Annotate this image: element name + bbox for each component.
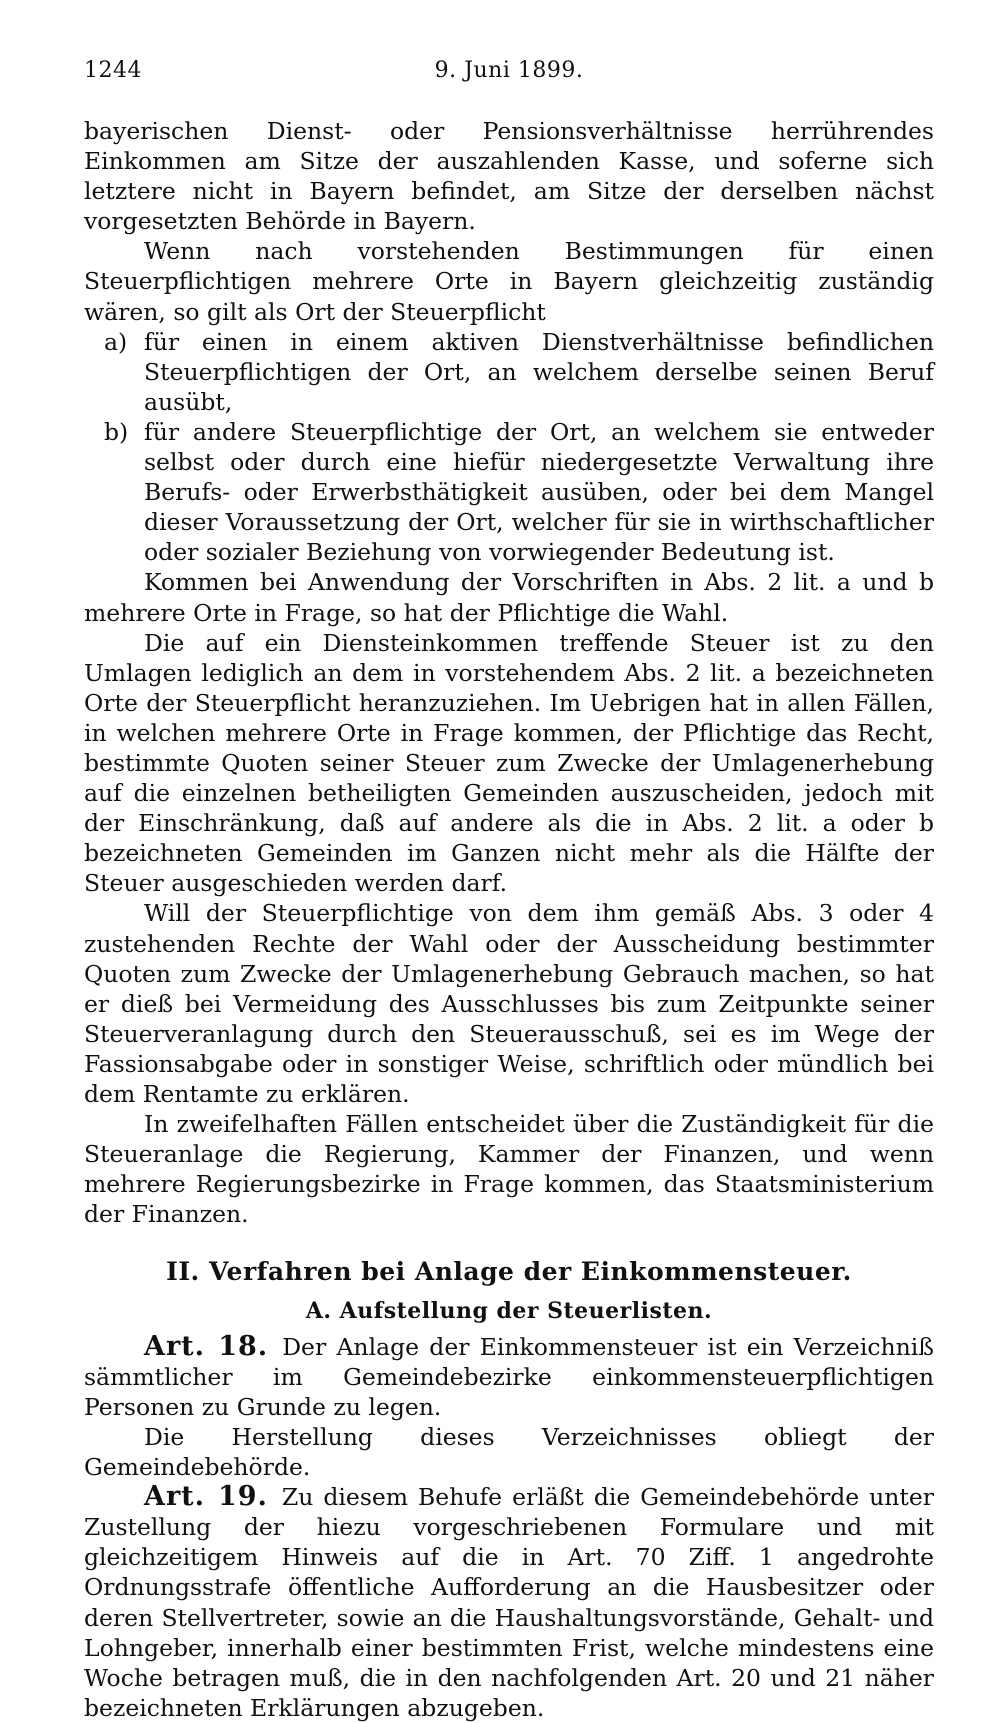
page-date: 9. Juni 1899. bbox=[434, 58, 584, 83]
list-text-a: für einen in einem aktiven Dienstverhältnisse befindlichen Steuerpflichtigen der Ort, an welchem derselbe seinen Beruf ausübt, bbox=[144, 327, 934, 416]
page-header bbox=[84, 58, 934, 94]
article-19 bbox=[84, 1482, 934, 1723]
list-item-b bbox=[84, 417, 934, 567]
body-text bbox=[84, 116, 934, 1723]
article-19-text: Zu diesem Behufe erläßt die Gemeindebehörde unter Zustellung der hiezu vorgeschriebenen Formulare und mit gleichzeitigem Hinweis auf die in Art. 70 Ziff. 1 angedrohte Ordnungsstrafe öffentliche Aufforderung an die Hausbesitzer oder deren Stellvertreter, sowie an die Haushaltungsvorstände, Gehalt- und Lohngeber, innerhalb einer bestimmten Frist, welche mindestens eine Woche betragen muß, die in den nachfolgenden Art. 20 und 21 näher bezeichneten Erklärungen abzugeben. bbox=[84, 1483, 934, 1722]
paragraph-multiple-places: Wenn nach vorstehenden Bestimmungen für einen Steuerpflichtigen mehrere Orte in Bayern gleichzeitig zuständig wären, so gilt als Ort der Steuerpflicht bbox=[84, 237, 934, 326]
article-18 bbox=[84, 1332, 934, 1422]
subsection-title: A. Aufstellung der Steuerlisten. bbox=[305, 1297, 713, 1324]
paragraph-responsibility: Die Herstellung dieses Verzeichnisses obliegt der Gemeindebehörde. bbox=[84, 1422, 934, 1482]
list-label-b: b) bbox=[104, 417, 129, 446]
list-text-b: für andere Steuerpflichtige der Ort, an welchem sie entweder selbst oder durch eine hiefür niedergesetzte Verwaltung ihre Berufs- oder Erwerbsthätigkeit ausüben, oder bei dem Mangel dieser Voraussetzung der Ort, welcher für sie in wirthschaftlicher oder sozialer Beziehung von vorwiegender Bedeutung ist. bbox=[144, 417, 934, 567]
paragraph-choice: Kommen bei Anwendung der Vorschriften in Abs. 2 lit. a und b mehrere Orte in Frage, so hat der Pflichtige die Wahl. bbox=[84, 568, 934, 627]
article-19-label: Art. 19. bbox=[144, 1481, 268, 1513]
list-label-a: a) bbox=[104, 327, 128, 356]
paragraph-tax-allocation: Die auf ein Diensteinkommen treffende Steuer ist zu den Umlagen lediglich an dem in vorstehendem Abs. 2 lit. a bezeichneten Orte der Steuerpflicht heranzuziehen. Im Uebrigen hat in allen Fällen, in welchen mehrere Orte in Frage kommen, der Pflichtige das Recht, bestimmte Quoten seiner Steuer zum Zwecke der Umlagenerhebung auf die einzelnen betheiligten Gemeinden auszuscheiden, jedoch mit der Einschränkung, daß auf andere als die in Abs. 2 lit. a oder b bezeichneten Gemeinden im Ganzen nicht mehr als die Hälfte der Steuer ausgeschieden werden darf. bbox=[84, 628, 934, 898]
paragraph-doubtful-cases: In zweifelhaften Fällen entscheidet über die Zuständigkeit für die Steueranlage die Regierung, Kammer der Finanzen, und wenn mehrere Regierungsbezirke in Frage kommen, das Staatsministerium der Finanzen. bbox=[84, 1110, 934, 1229]
article-18-label: Art. 18. bbox=[144, 1330, 269, 1362]
paragraph-declaration: Will der Steuerpflichtige von dem ihm gemäß Abs. 3 oder 4 zustehenden Rechte der Wahl oder der Ausscheidung bestimmter Quoten zum Zwecke der Umlagenerhebung Gebrauch machen, so hat er dieß bei Vermeidung des Ausschlusses bis zum Zeitpunkte seiner Steuerveranlagung durch den Steuerausschuß, sei es im Wege der Fassionsabgabe oder in sonstiger Weise, schriftlich oder mündlich bei dem Rentamte zu erklären. bbox=[84, 899, 934, 1108]
section-title: II. Verfahren bei Anlage der Einkommensteuer. bbox=[166, 1257, 852, 1287]
paragraph-continuation: bayerischen Dienst- oder Pensionsverhältnisse herrührendes Einkommen am Sitze der auszahlenden Kasse, und soferne sich letztere nicht in Bayern befindet, am Sitze der derselben nächst vorgesetzten Behörde in Bayern. bbox=[84, 117, 934, 236]
list-item-a bbox=[84, 327, 934, 417]
page-number: 1244 bbox=[84, 58, 142, 83]
article-18-text: Der Anlage der Einkommensteuer ist ein Verzeichniß sämmtlicher im Gemeindebezirke einkommensteuerpflichtigen Personen zu Grunde zu legen. bbox=[84, 1332, 934, 1421]
